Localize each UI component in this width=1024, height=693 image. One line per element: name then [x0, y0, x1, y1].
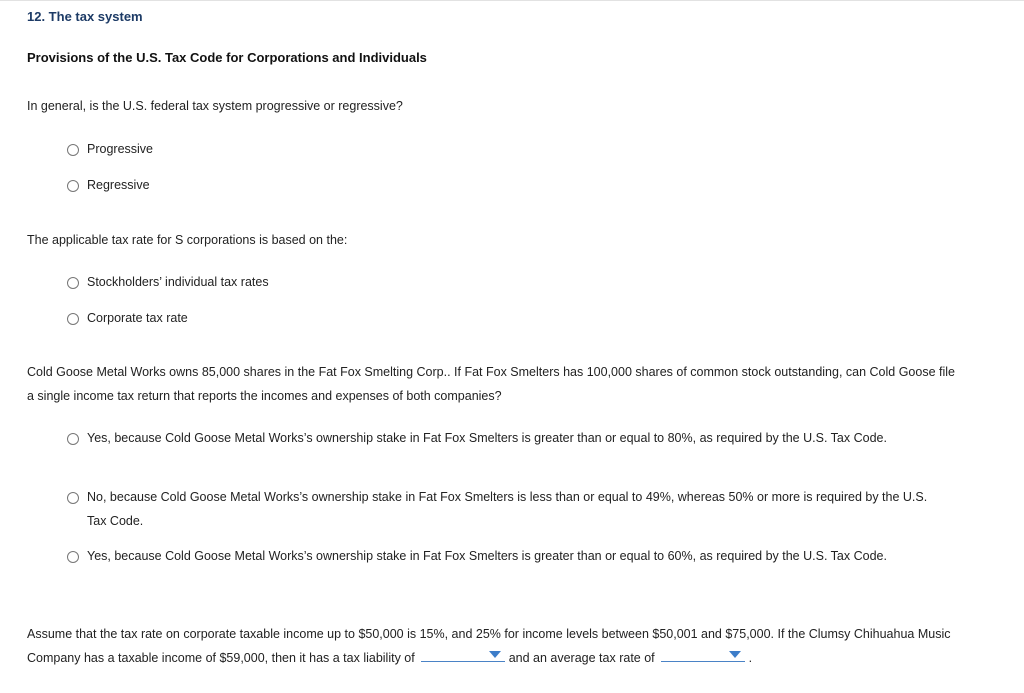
q1-option-progressive[interactable]: [67, 142, 967, 161]
radio-button-icon[interactable]: [67, 180, 79, 192]
option-label: Yes, because Cold Goose Metal Works’s ownership stake in Fat Fox Smelters is greater than or equal to 80%, as required by the U.S. Tax Code.: [87, 431, 887, 445]
radio-button-icon[interactable]: [67, 277, 79, 289]
average-tax-rate-dropdown[interactable]: [661, 647, 745, 662]
q4-prompt-text-1: Assume that the tax rate on corporate taxable income up to $50,000 is 15%, and 25% for income levels between $50,001 and $75,000. If the Clumsy Chihuahua Music Company has a taxable income of $59,000, then it has a tax liability of: [27, 627, 951, 665]
q1-prompt: In general, is the U.S. federal tax system progressive or regressive?: [27, 99, 403, 113]
radio-button-icon[interactable]: [67, 313, 79, 325]
option-label: Yes, because Cold Goose Metal Works’s ownership stake in Fat Fox Smelters is greater than or equal to 60%, as required by the U.S. Tax Code.: [87, 549, 887, 563]
question-title: 12. The tax system: [27, 9, 143, 24]
option-label: Regressive: [87, 178, 150, 192]
top-divider: [0, 0, 1024, 1]
chevron-down-icon: [729, 651, 741, 658]
radio-button-icon[interactable]: [67, 144, 79, 156]
radio-button-icon[interactable]: [67, 492, 79, 504]
section-title: Provisions of the U.S. Tax Code for Corporations and Individuals: [27, 50, 427, 65]
radio-button-icon[interactable]: [67, 433, 79, 445]
radio-button-icon[interactable]: [67, 551, 79, 563]
q3-option-49-percent[interactable]: [67, 490, 937, 533]
chevron-down-icon: [489, 651, 501, 658]
q2-option-stockholders-rates[interactable]: [67, 275, 967, 294]
option-label: Stockholders’ individual tax rates: [87, 275, 269, 289]
q4-prompt-text-2: and an average tax rate of: [508, 651, 655, 665]
q2-option-corporate-rate[interactable]: [67, 311, 967, 330]
q1-option-regressive[interactable]: [67, 178, 967, 197]
tax-liability-dropdown[interactable]: [421, 647, 505, 662]
option-label: No, because Cold Goose Metal Works’s ownership stake in Fat Fox Smelters is less than or equal to 49%, whereas 50% or more is required by the U.S. Tax Code.: [87, 490, 928, 528]
q2-prompt: The applicable tax rate for S corporations is based on the:: [27, 233, 348, 247]
option-label: Corporate tax rate: [87, 311, 188, 325]
q3-option-80-percent[interactable]: [67, 431, 937, 450]
option-label: Progressive: [87, 142, 153, 156]
q4-prompt-end: .: [748, 651, 753, 665]
q3-option-60-percent[interactable]: [67, 549, 937, 568]
q3-prompt: Cold Goose Metal Works owns 85,000 shares in the Fat Fox Smelting Corp.. If Fat Fox Smelters has 100,000 shares of common stock outstanding, can Cold Goose file a single income tax return that reports the incomes and expenses of both companies?: [27, 365, 955, 403]
q4-prompt: [27, 622, 962, 670]
